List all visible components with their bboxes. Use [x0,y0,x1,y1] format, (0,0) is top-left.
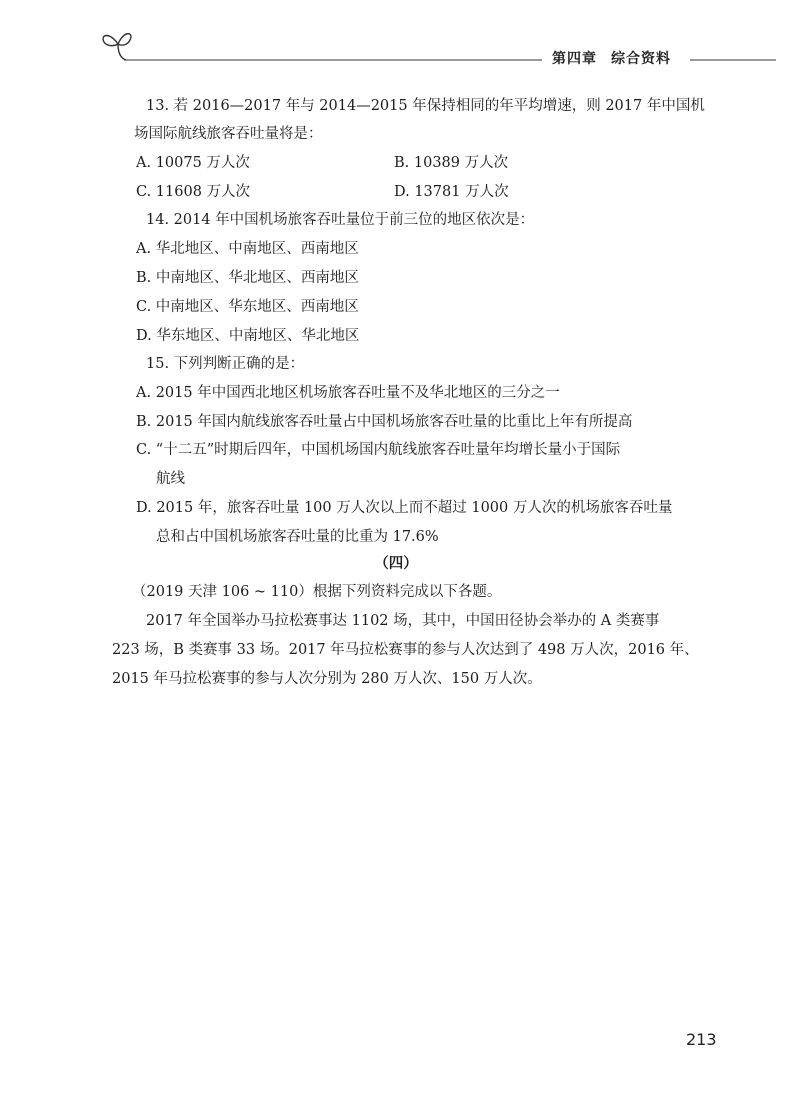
q15-option-b: B. 2015 年国内航线旅客吞吐量占中国机场旅客吞吐量的比重比上年有所提高 [136,414,633,430]
q14-option-d: D. 华东地区、中南地区、华北地区 [136,328,360,344]
chapter-title: 综合资料 [611,51,671,67]
section-intro: （2019 天津 106 ~ 110）根据下列资料完成以下各题。 [132,584,502,600]
q15-option-d-line1: D. 2015 年，旅客吞吐量 100 万人次以上而不超过 1000 万人次的机场旅客吞吐量 [136,500,673,516]
material-line2: 223 场，B 类赛事 33 场。2017 年马拉松赛事的参与人次达到了 498 万人次，2016 年、 [112,642,699,658]
q15-option-c-line2: 航线 [156,471,185,487]
section-title: （四） [374,555,418,572]
q13-stem-line1: 13. 若 2016—2017 年与 2014—2015 年保持相同的年平均增速，则 2017 年中国机 [146,98,705,114]
page-number: 213 [686,1030,717,1049]
material-line1: 2017 年全国举办马拉松赛事达 1102 场，其中，中国田径协会举办的 A 类赛事 [146,613,660,629]
q14-option-b: B. 中南地区、华北地区、西南地区 [136,270,359,286]
q15-option-d-line2: 总和占中国机场旅客吞吐量的比重为 17.6% [156,529,439,545]
q15-option-a: A. 2015 年中国西北地区机场旅客吞吐量不及华北地区的三分之一 [136,385,560,401]
chapter-heading [552,48,671,68]
q13-stem-line2: 场国际航线旅客吞吐量将是： [134,126,323,142]
q15-option-c-line1: C. “十二五”时期后四年，中国机场国内航线旅客吞吐量年均增长量小于国际 [136,442,621,458]
q14-stem: 14. 2014 年中国机场旅客吞吐量位于前三位的地区依次是： [146,212,535,228]
sprout-icon [103,34,131,60]
q13-option-c: C. 11608 万人次 [136,184,251,200]
material-line3: 2015 年马拉松赛事的参与人次分别为 280 万人次、150 万人次。 [112,671,542,687]
q14-option-a: A. 华北地区、中南地区、西南地区 [136,241,359,257]
q13-option-d: D. 13781 万人次 [394,184,509,200]
q15-stem: 15. 下列判断正确的是： [146,356,305,372]
header-decoration [0,0,800,80]
chapter-label: 第四章 [552,51,597,67]
q13-option-a: A. 10075 万人次 [136,155,250,171]
q13-option-b: B. 10389 万人次 [394,155,509,171]
page-header [0,0,800,80]
q14-option-c: C. 中南地区、华东地区、西南地区 [136,299,359,315]
